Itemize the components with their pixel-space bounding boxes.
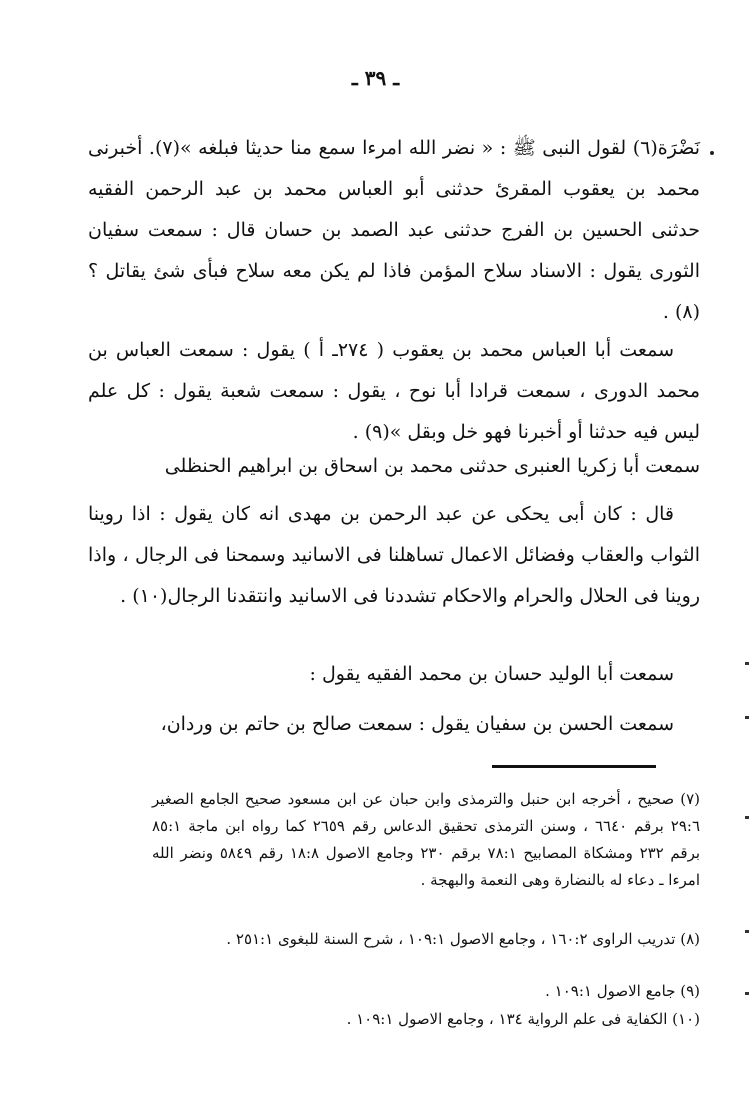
footnote-divider bbox=[492, 765, 656, 768]
scan-edge-mark bbox=[745, 992, 749, 995]
scan-edge-mark bbox=[745, 930, 749, 933]
scan-edge-mark bbox=[745, 816, 749, 819]
footnote-7: (٧) صحيح ، أخرجه ابن حنبل والترمذى وابن حبان عن ابن مسعود صحيح الجامع الصغير ٢٩:٦ برقم ٦٦٤٠ ، وسنن الترمذى تحقيق الدعاس رقم ٢٦٥٩ كما رواه ابن ماجة ٨٥:١ برقم ٢٣٢ ومشكاة المصابيح ٧٨:١ برقم ٢٣٠ وجامع الاصول ١٨:٨ رقم ٥٨٤٩ ونضر الله امرءا ـ دعاء له بالنضارة وهى النعمة والبهجة . bbox=[152, 790, 701, 889]
scan-edge-mark bbox=[745, 662, 749, 665]
paragraph-3: سمعت أبا زكريا العنبرى حدثنى محمد بن اسحاق بن ابراهيم الحنظلى bbox=[164, 455, 700, 477]
page-number: ـ ٣٩ ـ bbox=[351, 66, 400, 90]
scan-edge-mark bbox=[745, 716, 749, 719]
paragraph-5: سمعت أبا الوليد حسان بن محمد الفقيه يقول : bbox=[309, 663, 674, 685]
margin-dot bbox=[710, 151, 714, 155]
footnote-10: (١٠) الكفاية فى علم الرواية ١٣٤ ، وجامع الاصول ١٠٩:١ . bbox=[346, 1010, 700, 1028]
paragraph-2: سمعت أبا العباس محمد بن يعقوب ( ٢٧٤ـ أ ) يقول : سمعت العباس بن محمد الدورى ، سمعت قرادا أبا نوح ، يقول : سمعت شعبة يقول : كل علم ليس فيه حدثنا أو أخبرنا فهو خل وبقل »(٩) . bbox=[88, 339, 700, 443]
footnote-9: (٩) جامع الاصول ١٠٩:١ . bbox=[545, 982, 700, 1000]
paragraph-1: نَضْرَة(٦) لقول النبى ﷺ : « نضر الله امرءا سمع منا حديثا فبلغه »(٧). أخبرنى محمد بن يعقوب المقرئ حدثنى أبو العباس محمد بن عبد الرحمن الفقيه حدثنى الحسين بن الفرج حدثنى عبد الصمد بن حسان قال : سمعت سفيان الثورى يقول : الاسناد سلاح المؤمن فاذا لم يكن معه سلاح فبأى شئ يقاتل ؟(٨) . bbox=[88, 137, 701, 323]
footnote-8: (٨) تدريب الراوى ١٦٠:٢ ، وجامع الاصول ١٠٩:١ ، شرح السنة للبغوى ٢٥١:١ . bbox=[226, 930, 700, 948]
paragraph-4: قال : كان أبى يحكى عن عبد الرحمن بن مهدى انه كان يقول : اذا روينا الثواب والعقاب وفضائل الاعمال تساهلنا فى الاسانيد وسمحنا فى الرجال ، واذا روينا فى الحلال والحرام والاحكام تشددنا فى الاسانيد وانتقدنا الرجال(١٠) . bbox=[88, 503, 700, 607]
paragraph-6: سمعت الحسن بن سفيان يقول : سمعت صالح بن حاتم بن وردان، bbox=[160, 713, 674, 735]
